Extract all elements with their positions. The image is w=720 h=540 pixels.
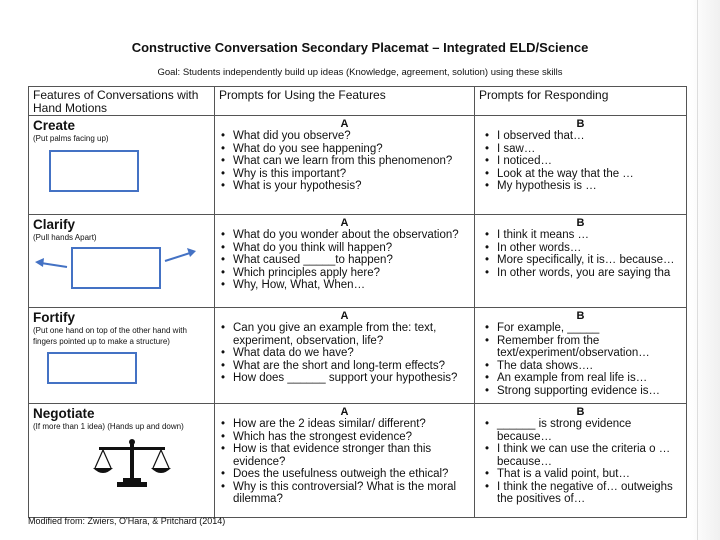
header-prompts-responding: Prompts for Responding bbox=[475, 87, 687, 116]
list-item: • More specifically, it is… because… bbox=[479, 254, 682, 267]
column-letter-b: B bbox=[576, 406, 585, 418]
prompts-b-negotiate bbox=[475, 404, 687, 518]
source-citation: Modified from: Zwiers, O'Hara, & Pritchard (2014) bbox=[28, 516, 226, 526]
list-item: • Which principles apply here? bbox=[219, 267, 470, 280]
prompts-a-negotiate bbox=[215, 404, 475, 518]
prompt-list-a bbox=[219, 418, 470, 506]
list-item: • An example from real life is… bbox=[479, 372, 682, 385]
arrow-left-icon bbox=[35, 257, 69, 271]
list-item: • Why, How, What, When… bbox=[219, 279, 470, 292]
header-row bbox=[29, 87, 687, 116]
document-title: Constructive Conversation Secondary Placemat – Integrated ELD/Science bbox=[131, 40, 589, 55]
blue-rectangle-icon bbox=[71, 247, 161, 289]
column-letter-b: B bbox=[576, 217, 585, 229]
list-item: • ______ is strong evidence because… bbox=[479, 418, 682, 443]
prompts-b-create bbox=[475, 116, 687, 215]
hand-motion: (If more than 1 idea) (Hands up and down) bbox=[33, 422, 184, 431]
list-item: • Which has the strongest evidence? bbox=[219, 431, 470, 444]
feature-cell-negotiate bbox=[29, 404, 215, 518]
arrow-right-icon bbox=[163, 247, 197, 265]
feature-name: Create bbox=[33, 118, 76, 133]
list-item: • My hypothesis is … bbox=[479, 180, 682, 193]
list-item: • What is your hypothesis? bbox=[219, 180, 470, 193]
prompts-b-fortify bbox=[475, 308, 687, 404]
balance-scale-icon bbox=[93, 438, 171, 488]
list-item: • What are the short and long-term effects? bbox=[219, 360, 470, 373]
list-item: • What do you wonder about the observation? bbox=[219, 229, 470, 242]
page-edge-line bbox=[697, 0, 698, 540]
list-item: • I saw… bbox=[479, 143, 682, 156]
list-item: • I think the negative of… outweighs the positives of… bbox=[479, 481, 682, 506]
list-item: • What do you think will happen? bbox=[219, 242, 470, 255]
prompt-list-a bbox=[219, 322, 470, 385]
prompt-list-b bbox=[479, 322, 682, 397]
list-item: • Look at the way that the … bbox=[479, 168, 682, 181]
prompt-list-b bbox=[479, 418, 682, 506]
list-item: • What can we learn from this phenomenon? bbox=[219, 155, 470, 168]
page-edge-shadow bbox=[690, 0, 720, 540]
list-item: • In other words… bbox=[479, 242, 682, 255]
prompt-list-a bbox=[219, 130, 470, 193]
feature-cell-fortify bbox=[29, 308, 215, 404]
list-item: • The data shows…. bbox=[479, 360, 682, 373]
column-letter-a: A bbox=[340, 406, 349, 418]
feature-name: Clarify bbox=[33, 217, 76, 232]
prompts-a-fortify bbox=[215, 308, 475, 404]
hand-motion: (Put palms facing up) bbox=[33, 134, 109, 143]
feature-name: Fortify bbox=[33, 310, 75, 325]
list-item: • I think we can use the criteria o … because… bbox=[479, 443, 682, 468]
list-item: • Can you give an example from the: text, experiment, observation, life? bbox=[219, 322, 470, 347]
list-item: • I noticed… bbox=[479, 155, 682, 168]
hand-motion: (Pull hands Apart) bbox=[33, 233, 97, 242]
feature-cell-clarify bbox=[29, 215, 215, 308]
pull-apart-illustration bbox=[33, 243, 210, 303]
blue-rectangle-icon bbox=[49, 150, 139, 192]
column-letter-a: A bbox=[340, 118, 349, 130]
list-item: • I observed that… bbox=[479, 130, 682, 143]
list-item: • What data do we have? bbox=[219, 347, 470, 360]
row-fortify bbox=[29, 308, 687, 404]
list-item: • What caused _____to happen? bbox=[219, 254, 470, 267]
list-item: • Why is this important? bbox=[219, 168, 470, 181]
list-item: • Does the usefulness outweigh the ethical? bbox=[219, 468, 470, 481]
balance-scale-illustration bbox=[93, 438, 210, 492]
prompts-b-clarify bbox=[475, 215, 687, 308]
feature-cell-create bbox=[29, 116, 215, 215]
list-item: • In other words, you are saying tha bbox=[479, 267, 682, 280]
prompt-list-a bbox=[219, 229, 470, 292]
list-item: • For example, _____ bbox=[479, 322, 682, 335]
list-item: • What do you see happening? bbox=[219, 143, 470, 156]
list-item: • How is that evidence stronger than this evidence? bbox=[219, 443, 470, 468]
row-clarify bbox=[29, 215, 687, 308]
prompt-list-b bbox=[479, 229, 682, 279]
list-item: • That is a valid point, but… bbox=[479, 468, 682, 481]
header-prompts-using: Prompts for Using the Features bbox=[215, 87, 475, 116]
list-item: • How does ______ support your hypothesis? bbox=[219, 372, 470, 385]
prompts-a-clarify bbox=[215, 215, 475, 308]
hand-motion: (Put one hand on top of the other hand with fingers pointed up to make a structure) bbox=[33, 326, 187, 346]
column-letter-b: B bbox=[576, 118, 585, 130]
list-item: • How are the 2 ideas similar/ different? bbox=[219, 418, 470, 431]
prompt-list-b bbox=[479, 130, 682, 193]
row-create bbox=[29, 116, 687, 215]
placemat-table bbox=[28, 86, 687, 518]
goal-statement: Goal: Students independently build up ideas (Knowledge, agreement, solution) using these skills bbox=[157, 67, 563, 78]
column-letter-a: A bbox=[340, 310, 349, 322]
feature-name: Negotiate bbox=[33, 406, 95, 421]
list-item: • Strong supporting evidence is… bbox=[479, 385, 682, 398]
list-item: • Why is this controversial? What is the moral dilemma? bbox=[219, 481, 470, 506]
prompts-a-create bbox=[215, 116, 475, 215]
list-item: • What did you observe? bbox=[219, 130, 470, 143]
column-letter-b: B bbox=[576, 310, 585, 322]
row-negotiate bbox=[29, 404, 687, 518]
list-item: • Remember from the text/experiment/observation… bbox=[479, 335, 682, 360]
header-features: Features of Conversations with Hand Motions bbox=[29, 87, 215, 116]
list-item: • I think it means … bbox=[479, 229, 682, 242]
column-letter-a: A bbox=[340, 217, 349, 229]
blue-rectangle-icon bbox=[47, 352, 137, 384]
